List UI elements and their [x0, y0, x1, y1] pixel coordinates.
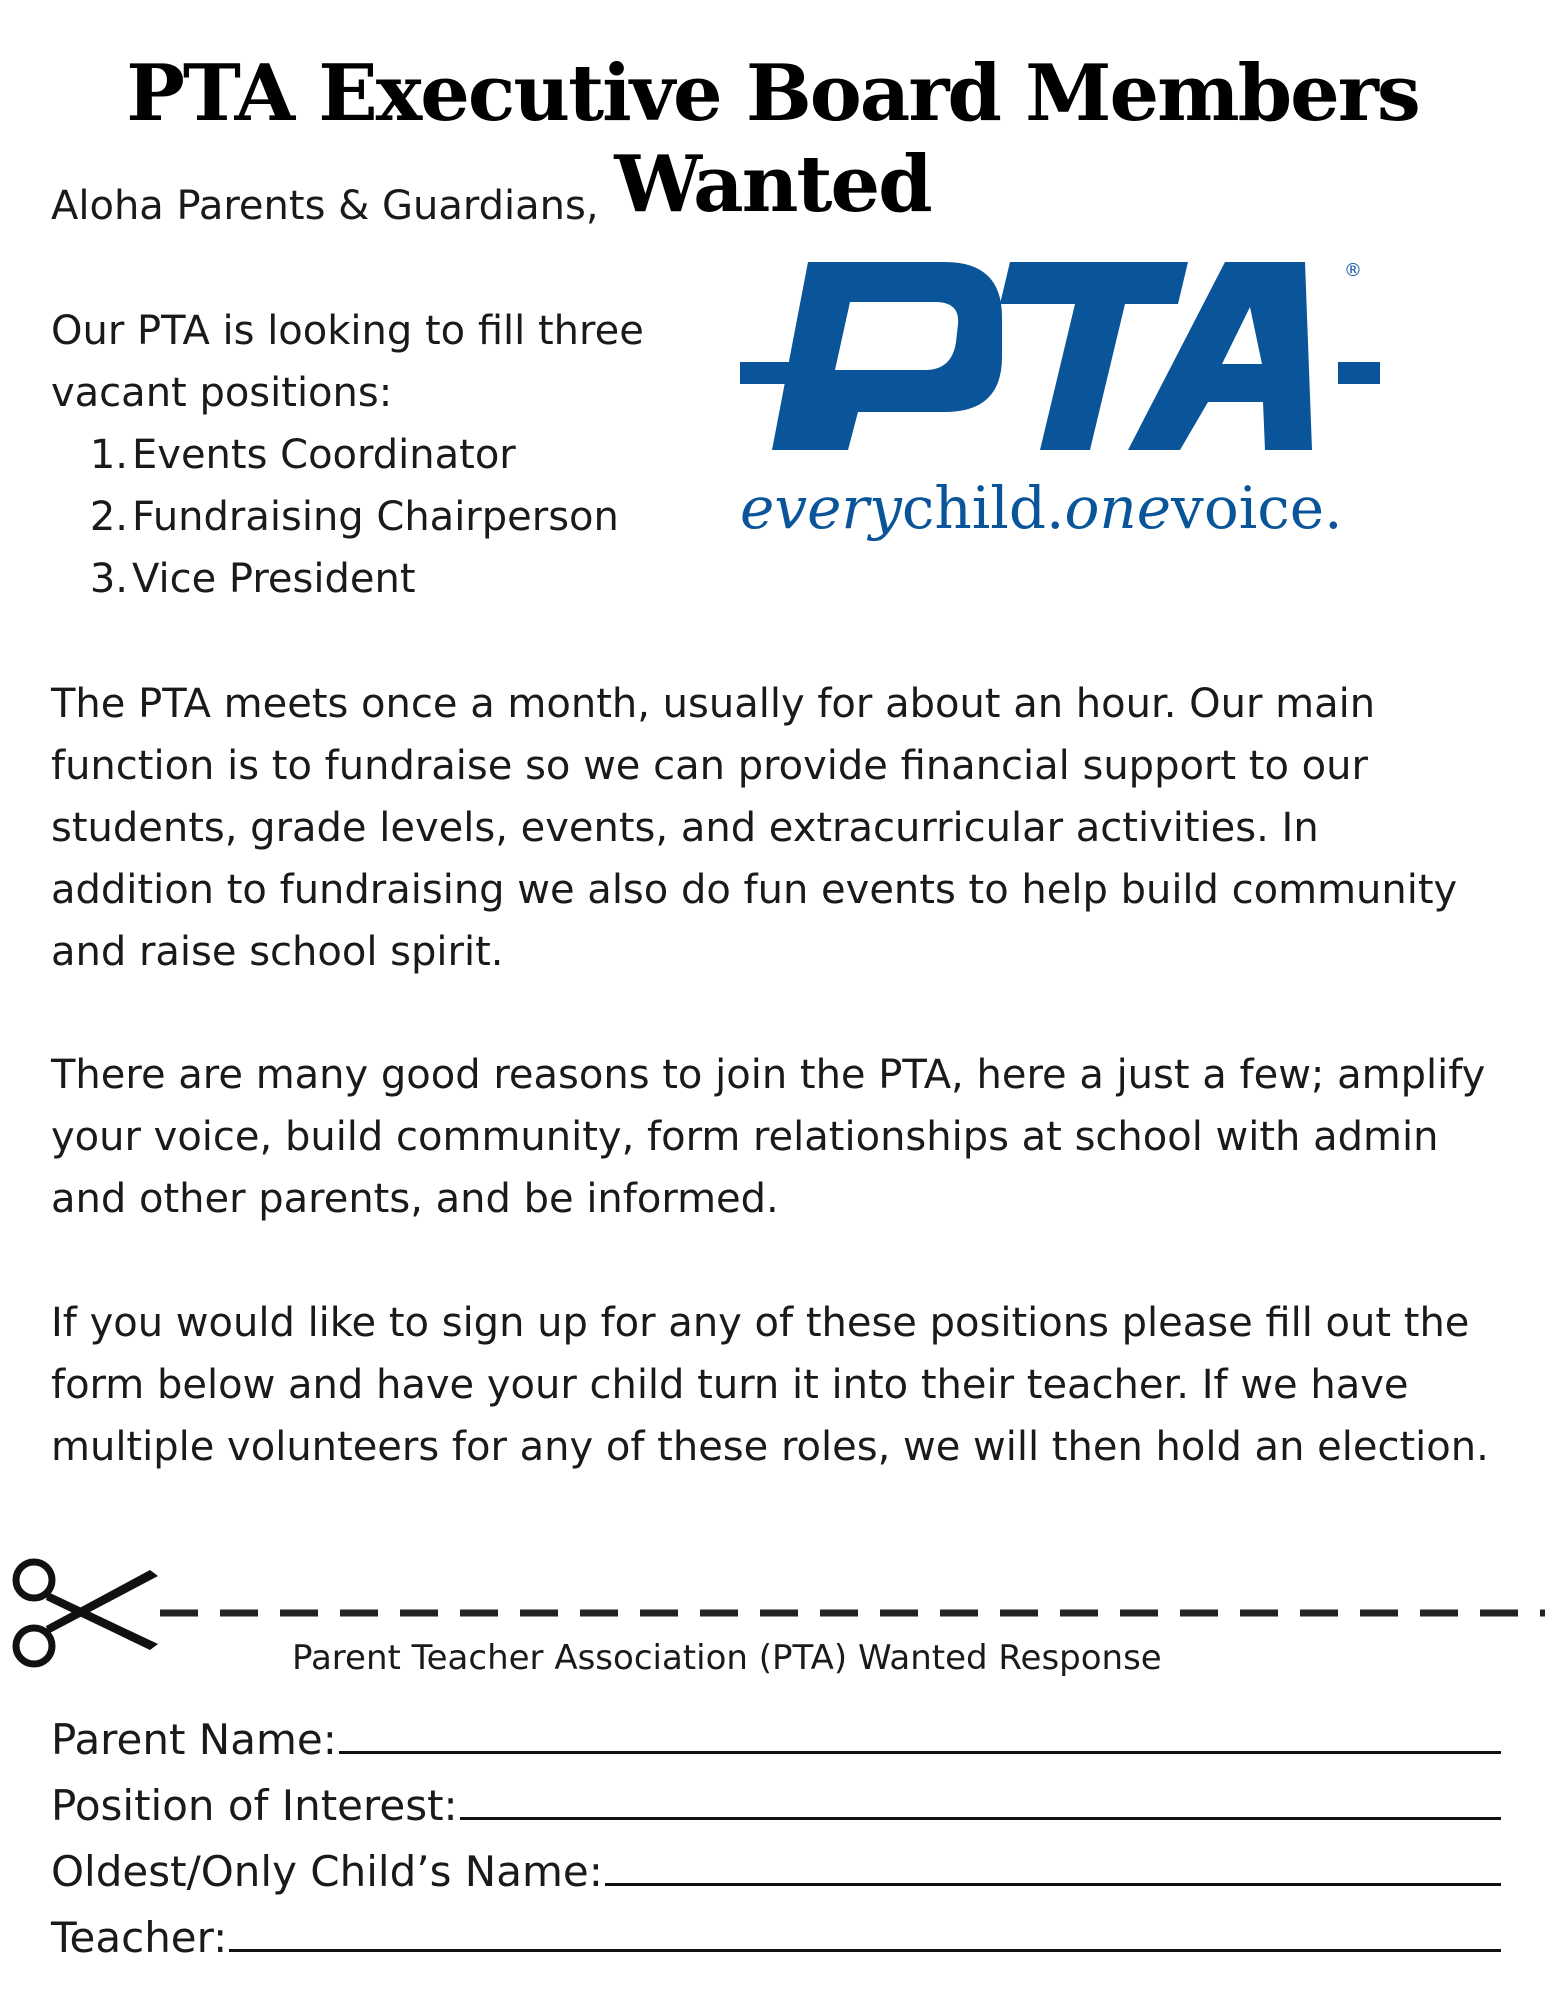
list-number: 3.: [89, 556, 128, 602]
position-row: [51, 1764, 1501, 1830]
list-item: [84, 424, 619, 486]
child-name-row: [51, 1830, 1501, 1896]
signup-paragraph: If you would like to sign up for any of these positions please fill out the form below and have your child turn it into their teacher. If we have multiple volunteers for any of these roles, we will then hold an election.: [51, 1300, 1489, 1470]
position-field[interactable]: [460, 1817, 1501, 1820]
child-name-label: Oldest/Only Child’s Name:: [51, 1847, 603, 1896]
teacher-row: [51, 1896, 1501, 1962]
parent-name-label: Parent Name:: [51, 1715, 337, 1764]
scissors-icon: [16, 1562, 158, 1664]
position-label: Fundraising Chairperson: [132, 494, 619, 540]
list-item: [84, 486, 619, 548]
teacher-label: Teacher:: [51, 1913, 228, 1962]
position-label: Vice President: [132, 556, 416, 602]
pta-logo-mark: [740, 262, 1380, 450]
greeting: Aloha Parents & Guardians,: [51, 183, 599, 229]
intro-text: Our PTA is looking to fill three vacant positions:: [51, 308, 644, 416]
position-label: Events Coordinator: [132, 432, 516, 478]
teacher-field[interactable]: [229, 1949, 1501, 1952]
parent-name-row: [51, 1698, 1501, 1764]
list-item: [84, 548, 619, 610]
list-number: 2.: [89, 494, 128, 540]
registered-mark: ®: [1344, 262, 1362, 281]
positions-list: [84, 424, 619, 610]
response-form: [51, 1698, 1501, 1962]
list-number: 1.: [89, 432, 128, 478]
page-title: PTA Executive Board Members Wanted: [126, 48, 1419, 230]
parent-name-field[interactable]: [339, 1751, 1501, 1754]
child-name-field[interactable]: [605, 1883, 1501, 1886]
meetings-paragraph: The PTA meets once a month, usually for about an hour. Our main function is to fundraise so we can provide financial support to our students, grade levels, events, and extracurricular activities. In addition to fundraising we also do fun events to help build community and raise school spirit.: [51, 681, 1458, 975]
reasons-paragraph: There are many good reasons to join the PTA, here a just a few; amplify your voice, build community, form relationships at school with admin and other parents, and be informed.: [51, 1052, 1486, 1222]
pta-logo: [740, 262, 1380, 562]
logo-tagline: everychild.onevoice.: [740, 474, 1343, 542]
position-label: Position of Interest:: [51, 1781, 458, 1830]
response-title: Parent Teacher Association (PTA) Wanted Response: [292, 1638, 1162, 1678]
